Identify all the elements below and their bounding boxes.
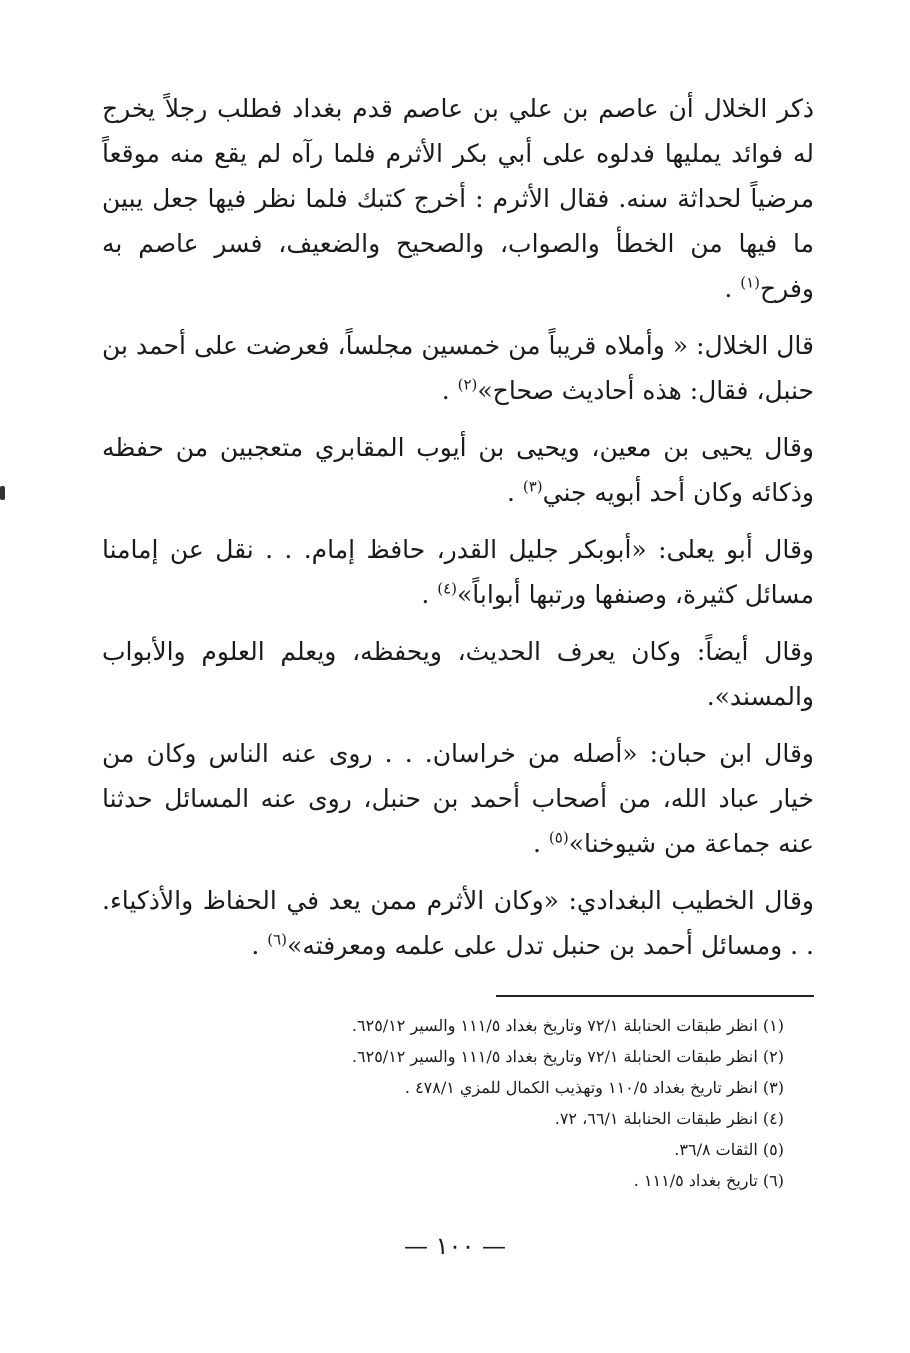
footnote-4: (٤) انظر طبقات الحنابلة ٦٦/١، ٧٢. (554, 1109, 784, 1128)
paragraph-1: ذكر الخلال أن عاصم بن علي بن عاصم قدم بغداد فطلب رجلاً يخرج له فوائد يمليها فدلوه على أبي بكر الأثرم فلما رآه لم يقع منه موقعاً مرضياً لحداثة سنه. فقال الأثرم : أخرج كتبك فلما نظر فيها جعل يبين ما فيها من الخطأ والصواب، والصحيح والضعيف، فسر عاصم به وفرح$^{(١)}$ . (102, 94, 814, 303)
paragraph-2: قال الخلال: « وأملاه قريباً من خمسين مجلساً، فعرضت على أحمد بن حنبل، فقال: هذه أحاديث صحاح»$^{(٢)}$ . (102, 331, 814, 405)
footnote-ref-1: (١) (740, 273, 761, 292)
footnote-ref-3: (٣) (522, 477, 543, 496)
page-number: — ١٠٠ — (404, 1232, 506, 1260)
footnote-divider (496, 995, 814, 997)
footnote-ref-5: (٥) (548, 828, 569, 847)
footnote-3: (٣) انظر تاريخ بغداد ١١٠/٥ وتهذيب الكمال للمزي ٤٧٨/١ . (404, 1078, 784, 1097)
paragraph-4: وقال أبو يعلى: «أبوبكر جليل القدر، حافظ إمام. . . نقل عن إمامنا مسائل كثيرة، وصنفها ورتبها أبواباً»$^{(٤)}$ . (102, 535, 814, 609)
paragraph-5: وقال أيضاً: وكان يعرف الحديث، ويحفظه، ويعلم العلوم والأبواب والمسند». (102, 637, 814, 711)
footnote-5: (٥) الثقات ٣٦/٨. (674, 1140, 784, 1159)
footnote-2: (٢) انظر طبقات الحنابلة ٧٢/١ وتاريخ بغداد ١١١/٥ والسير ٦٢٥/١٢. (351, 1047, 784, 1066)
footnote-6: (٦) تاريخ بغداد ١١١/٥ . (633, 1171, 784, 1190)
footnote-1: (١) انظر طبقات الحنابلة ٧٢/١ وتاريخ بغداد ١١١/٥ والسير ٦٢٥/١٢. (351, 1016, 784, 1035)
footnote-ref-6: (٦) (267, 930, 288, 949)
main-text (102, 86, 814, 980)
footnote-ref-2: (٢) (457, 375, 478, 394)
paragraph-6: وقال ابن حبان: «أصله من خراسان. . . روى عنه الناس وكان من خيار عباد الله، من أصحاب أحمد بن حنبل، روى عنه المسائل حدثنا عنه جماعة من شيوخنا»$^{(٥)}$ . (102, 739, 814, 858)
scan-edge-mark (0, 486, 5, 500)
footnotes (224, 1010, 784, 1196)
paragraph-3: وقال يحيى بن معين، ويحيى بن أيوب المقابري متعجبين من حفظه وذكائه وكان أحد أبويه جني$^{(٣)}$ . (102, 433, 814, 507)
paragraph-7: وقال الخطيب البغدادي: «وكان الأثرم ممن يعد في الحفاظ والأذكياء. . . ومسائل أحمد بن حنبل تدل على علمه ومعرفته»$^{(٦)}$ . (102, 886, 814, 960)
footnote-ref-4: (٤) (437, 579, 457, 598)
